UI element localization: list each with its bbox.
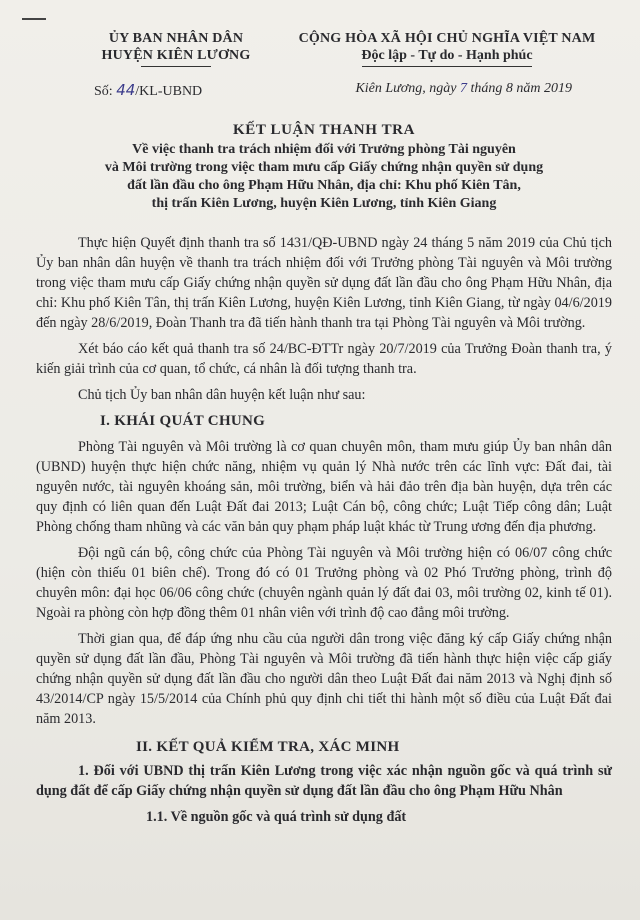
place-date-a: Kiên Lương, ngày — [355, 81, 460, 96]
subsection-heading: 1.1. Về nguồn gốc và quá trình sử dụng đất — [146, 809, 407, 825]
motto-line-2: Độc lập - Tự do - Hạnh phúc — [361, 48, 533, 63]
authority-line-1: ỦY BAN NHÂN DÂN — [108, 31, 244, 46]
paragraph: Đội ngũ cán bộ, công chức của Phòng Tài nguyên và Môi trường hiện có 06/07 công chức (hiện còn thiếu 01 biên chế). Trong đó có 01 Trưởng phòng và 02 Phó Trưởng phòng, trình độ chuyên môn: đại học 06/06 công chức (chuyên ngành quản lý đất đai 03, môi trường 02, kinh tế 01). Ngoài ra phòng còn hợp đồng thêm 01 nhân viên với trình độ cao đẳng môi trường. — [36, 545, 612, 621]
place-date — [355, 81, 572, 100]
authority-underline — [141, 66, 211, 67]
place-date-b: tháng 8 năm 2019 — [467, 81, 572, 96]
section-heading: II. KẾT QUẢ KIỂM TRA, XÁC MINH — [136, 739, 400, 755]
motto-line-1: CỘNG HÒA XÃ HỘI CHỦ NGHĨA VIỆT NAM — [298, 31, 596, 46]
day-handwritten: 7 — [460, 81, 467, 96]
subtitle-line: và Môi trường trong việc tham mưu cấp Giấy chứng nhận quyền sử dụng — [104, 160, 544, 175]
document-meta — [36, 81, 612, 100]
document-number — [94, 81, 202, 100]
paragraph: Thực hiện Quyết định thanh tra số 1431/QĐ-UBND ngày 24 tháng 5 năm 2019 của Chủ tịch Ủy ban nhân dân huyện về thanh tra trách nhiệm đối với Trưởng phòng Tài nguyên và Môi trường trong việc tham mưu cấp Giấy chứng nhận quyền sử dụng đất lần đầu cho ông Phạm Hữu Nhân, địa chỉ: Khu phố Kiên Tân, thị trấn Kiên Lương, huyện Kiên Lương, tỉnh Kiên Giang, từ ngày 04/6/2019 đến ngày 28/6/2019, Đoàn Thanh tra đã tiến hành thanh tra tại Phòng Tài nguyên và Môi trường. — [36, 235, 612, 331]
paragraph: Xét báo cáo kết quả thanh tra số 24/BC-ĐTTr ngày 20/7/2019 của Trưởng Đoàn thanh tra, ý kiến giải trình của cơ quan, tổ chức, cá nhân là đối tượng thanh tra. — [36, 341, 612, 377]
subsection-heading: 1. Đối với UBND thị trấn Kiên Lương trong việc xác nhận nguồn gốc và quá trình sử dụng đất để cấp Giấy chứng nhận quyền sử dụng đất lần đầu cho ông Phạm Hữu Nhân — [36, 763, 612, 799]
document-title: KẾT LUẬN THANH TRA — [232, 122, 416, 138]
doc-number-suffix: /KL-UBND — [135, 84, 203, 99]
document-subtitle — [36, 141, 612, 213]
national-motto — [282, 30, 612, 67]
title-block — [36, 122, 612, 213]
document-body — [36, 233, 612, 827]
scan-mark — [22, 18, 46, 20]
subtitle-line: Về việc thanh tra trách nhiệm đối với Trưởng phòng Tài nguyên — [132, 142, 516, 157]
motto-underline — [362, 66, 532, 67]
subtitle-line: thị trấn Kiên Lương, huyện Kiên Lương, tỉnh Kiên Giang — [151, 196, 497, 211]
section-heading: I. KHÁI QUÁT CHUNG — [100, 413, 266, 429]
paragraph: Chủ tịch Ủy ban nhân dân huyện kết luận như sau: — [78, 387, 366, 403]
subtitle-line: đất lần đầu cho ông Phạm Hữu Nhân, địa chỉ: Khu phố Kiên Tân, — [127, 178, 521, 193]
authority-line-2: HUYỆN KIÊN LƯƠNG — [101, 48, 251, 63]
doc-number-handwritten: 44 — [116, 81, 136, 99]
doc-number-prefix: Số: — [94, 84, 117, 99]
issuing-authority — [76, 30, 276, 67]
paragraph: Phòng Tài nguyên và Môi trường là cơ quan chuyên môn, tham mưu giúp Ủy ban nhân dân (UBND) huyện thực hiện chức năng, nhiệm vụ quản lý Nhà nước trên các lĩnh vực: Đất đai, tài nguyên nước, tài nguyên khoáng sản, môi trường, biển và hải đảo trên địa bàn huyện, dựa trên các quy định có liên quan đến Luật Đất đai 2013; Luật Cán bộ, công chức; Luật Tiếp công dân; Luật Phòng chống tham nhũng và các văn bản quy phạm pháp luật khác từ Trung ương đến địa phương. — [36, 439, 612, 535]
document-header — [36, 30, 612, 67]
paragraph: Thời gian qua, để đáp ứng nhu cầu của người dân trong việc đăng ký cấp Giấy chứng nhận quyền sử dụng đất lần đầu, Phòng Tài nguyên và Môi trường đã tiến hành thực hiện việc cấp giấy chứng nhận quyền sử dụng đất lần đầu cho người dân theo Luật Đất đai năm 2013 và Nghị định số 43/2014/CP ngày 15/5/2014 của Chính phủ quy định chi tiết thi hành một số điều của Luật Đất đai năm 2013. — [36, 631, 612, 727]
